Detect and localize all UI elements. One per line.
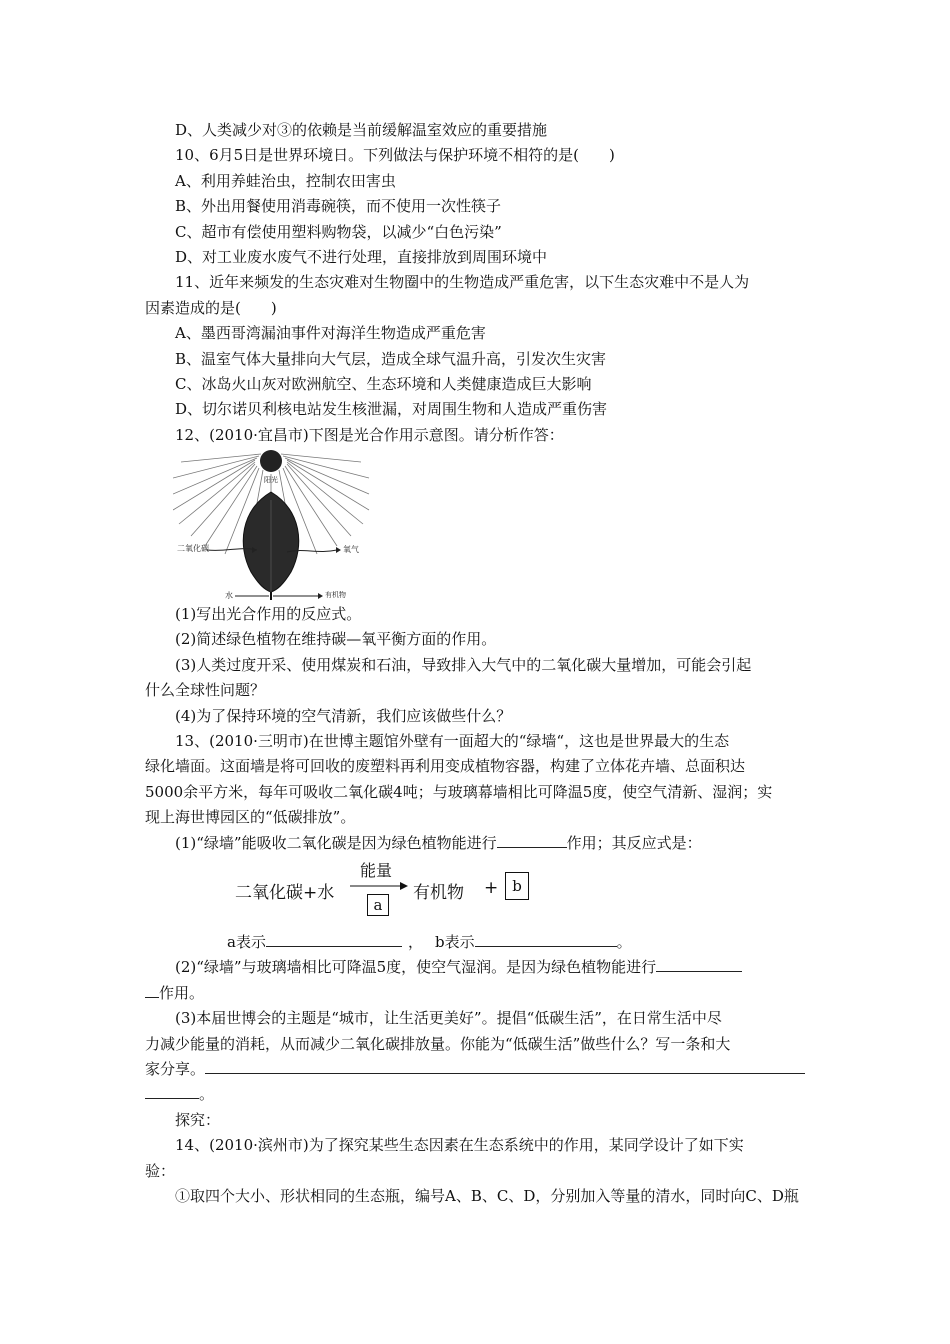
q10-stem: 10、6月5日是世界环境日。下列做法与保护环境不相符的是( ) (175, 146, 615, 165)
q13-sub1 (145, 831, 807, 856)
q11-option-c: C、冰岛火山灰对欧洲航空、生态环境和人类健康造成巨大影响 (175, 374, 592, 393)
q12-sub4: (4)为了保持环境的空气清新，我们应该做些什么？ (175, 706, 512, 725)
q11-stem-line1: 11、近年来频发的生态灾难对生物圈中的生物造成严重危害，以下生态灾难中不是人为 (175, 273, 750, 292)
q11-option-d: D、切尔诺贝利核电站发生核泄漏，对周围生物和人造成严重伤害 (175, 400, 608, 419)
q13-a-blank[interactable] (266, 930, 402, 947)
q13-b-blank[interactable] (475, 930, 617, 947)
q13-stem-line3: 5000余平方米，每年可吸收二氧化碳4吨；与玻璃幕墙相比可降温5度，使空气清新、湿润；实 (145, 782, 773, 801)
q13-sub2-text-b: 作用。 (159, 983, 205, 1002)
q13-sub1-text-b: 作用；其反应式是： (566, 833, 702, 852)
q14-step1: ①取四个大小、形状相同的生态瓶，编号A、B、C、D，分别加入等量的清水，同时向C、D瓶 (175, 1186, 799, 1205)
q13-ab-end: 。 (616, 932, 632, 951)
photosynthesis-figure (145, 450, 807, 602)
q10-option-a: A、利用养蛙治虫，控制农田害虫 (175, 171, 396, 190)
q12-stem: 12、(2010·宜昌市)下图是光合作用示意图。请分析作答： (175, 425, 564, 444)
o2-label: 氧气 (343, 545, 359, 555)
q13-sub3-text: 家分享。 (145, 1059, 206, 1078)
q12-sub3-line2: 什么全球性问题？ (145, 681, 266, 700)
q13-sub3-end: 。 (199, 1085, 215, 1104)
q13-sub3-line3 (145, 1057, 807, 1082)
o2-arrowhead (336, 547, 341, 553)
equation-plus: + (484, 877, 499, 898)
q13-sub3-blank-a[interactable] (205, 1057, 805, 1074)
photosynthesis-diagram (173, 450, 413, 602)
co2-label: 二氧化碳 (177, 544, 209, 554)
sun-label: 阳光 (264, 476, 278, 485)
q14-stem-line2: 验： (145, 1161, 176, 1180)
water-label: 水 (225, 591, 233, 601)
q12-sub3-line1: (3)人类过度开采、使用煤炭和石油，导致排入大气中的二氧化碳大量增加，可能会引起 (175, 655, 752, 674)
q10-option-d: D、对工业废水废气不进行处理，直接排放到周围环境中 (175, 247, 548, 266)
q13-ab-line (145, 930, 807, 955)
sun-icon (260, 450, 282, 472)
q13-a-label: a表示 (227, 932, 266, 951)
q12-sub2: (2)简述绿色植物在维持碳—氧平衡方面的作用。 (175, 630, 497, 649)
q12-sub1: (1)写出光合作用的反应式。 (175, 605, 362, 624)
q13-sub3-line2: 力减少能量的消耗，从而减少二氧化碳排放量。你能为“低碳生活”做些什么？写一条和大 (145, 1034, 731, 1053)
equation-energy: 能量 (360, 860, 393, 880)
q14-stem-line1: 14、(2010·滨州市)为了探究某些生态因素在生态系统中的作用，某同学设计了如下实 (175, 1136, 744, 1155)
organic-arrowhead (318, 593, 323, 599)
q11-option-a: A、墨西哥湾漏油事件对海洋生物造成严重危害 (175, 324, 486, 343)
organic-label: 有机物 (325, 591, 346, 600)
explore-heading: 探究： (175, 1110, 221, 1129)
q11-option-b: B、温室气体大量排向大气层，造成全球气温升高，引发次生灾害 (175, 349, 607, 368)
q13-ab-comma: ， (407, 932, 423, 951)
q13-stem-line2: 绿化墙面。这面墙是将可回收的废塑料再利用变成植物容器，构建了立体花卉墙、总面积达 (145, 757, 746, 776)
q13-stem-line1: 13、(2010·三明市)在世博主题馆外壁有一面超大的“绿墙“，这也是世界最大的生态 (175, 732, 730, 751)
q13-sub1-text-a: (1)“绿墙”能吸收二氧化碳是因为绿色植物能进行 (175, 833, 497, 852)
equation-arrow (350, 880, 410, 892)
q13-sub3-line4 (145, 1082, 807, 1107)
q13-stem-line4: 现上海世博园区的“低碳排放”。 (145, 808, 356, 827)
q10-option-c: C、超市有偿使用塑料购物袋，以减少“白色污染” (175, 222, 502, 241)
q13-sub2-blank-b[interactable] (145, 981, 159, 998)
equation-box-a: a (367, 894, 389, 916)
q13-sub2-text: (2)“绿墙”与玻璃墙相比可降温5度，使空气湿润。是因为绿色植物能进行 (175, 958, 657, 977)
q13-sub2-blank-a[interactable] (656, 955, 742, 972)
q11-stem-line2: 因素造成的是( ) (145, 298, 277, 317)
q13-b-label: b表示 (434, 932, 475, 951)
q13-sub3-line1: (3)本届世博会的主题是“城市，让生活更美好”。提倡“低碳生活”，在日常生活中尽 (175, 1009, 722, 1028)
q13-sub1-blank[interactable] (497, 831, 567, 848)
equation-left: 二氧化碳+水 (235, 882, 335, 903)
q9-option-d: D、人类减少对③的依赖是当前缓解温室效应的重要措施 (175, 121, 548, 139)
q13-sub2-line2 (145, 981, 807, 1006)
equation-product: 有机物 (413, 882, 464, 903)
q13-sub2-line1 (145, 955, 807, 980)
q10-option-b: B、外出用餐使用消毒碗筷，而不使用一次性筷子 (175, 197, 502, 216)
q13-sub3-blank-b[interactable] (145, 1082, 199, 1099)
equation-box-b: b (505, 872, 529, 900)
document-page (145, 118, 807, 1209)
reaction-equation (145, 860, 807, 926)
